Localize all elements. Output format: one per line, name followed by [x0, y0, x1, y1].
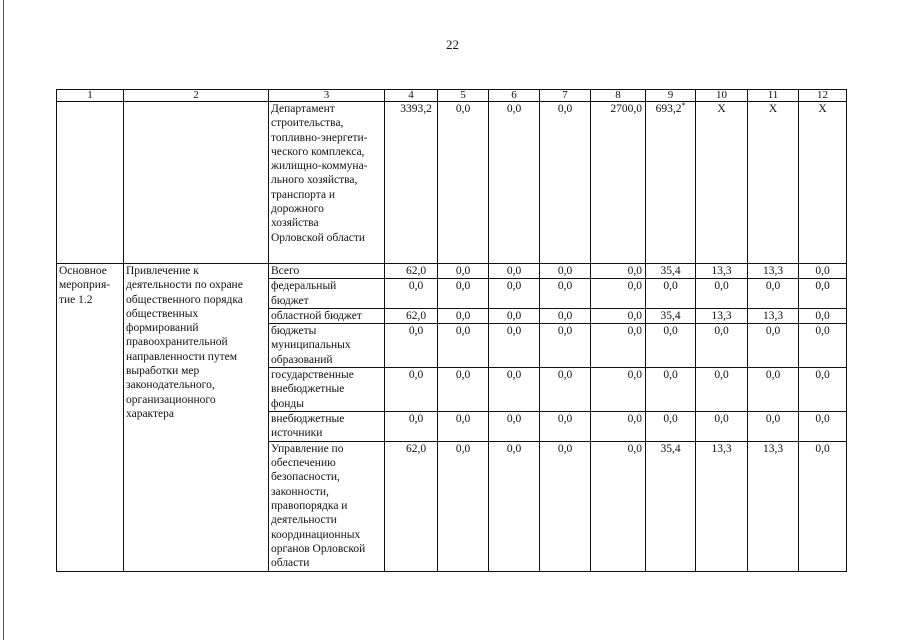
- value-cell: 0,0: [591, 279, 646, 309]
- column-number-cell: 2: [124, 90, 269, 102]
- value-cell: 0,0: [799, 324, 847, 368]
- value-cell: 13,3: [696, 308, 748, 323]
- value-cell: 0,0: [696, 324, 748, 368]
- text-line: общественных: [126, 307, 199, 320]
- value-cell: 2700,0: [591, 102, 646, 264]
- table-row: [57, 264, 847, 279]
- value-cell: 0,0: [799, 368, 847, 412]
- value-cell: 0,0: [646, 324, 696, 368]
- text-line: характера: [126, 407, 174, 420]
- text-line: формирований: [126, 322, 199, 335]
- value-cell: 0,0: [489, 308, 540, 323]
- value-cell: 0,0: [799, 264, 847, 279]
- budget-table: [56, 89, 847, 572]
- text-line: федеральный: [271, 280, 337, 293]
- text-line: выработки мер: [126, 365, 200, 378]
- text-line: внебюджетные: [271, 413, 345, 426]
- table-header: [57, 90, 847, 102]
- text-line: областной бюджет: [271, 309, 362, 322]
- value-cell: 0,0: [489, 102, 540, 264]
- text-line: правопорядка и: [271, 499, 348, 512]
- value-cell: 0,0: [540, 368, 591, 412]
- value-cell: 0,0: [591, 441, 646, 571]
- value-cell: 0,0: [646, 368, 696, 412]
- value-cell: 13,3: [696, 441, 748, 571]
- value-cell: 0,0: [646, 412, 696, 442]
- column-number-cell: 4: [385, 90, 438, 102]
- table-row: [57, 102, 847, 264]
- value-cell: 0,0: [696, 368, 748, 412]
- value-cell: 0,0: [489, 412, 540, 442]
- footnote-mark: *: [681, 101, 686, 110]
- text-line: направленности путем: [126, 350, 238, 363]
- funding-source-cell: [269, 324, 385, 368]
- text-line: тие 1.2: [59, 293, 93, 306]
- activity-name-cell: [124, 264, 269, 572]
- value-cell: Х: [799, 102, 847, 264]
- text-line: источники: [271, 427, 323, 440]
- funding-source-cell: [269, 412, 385, 442]
- column-number-cell: 7: [540, 90, 591, 102]
- column-number-cell: 3: [269, 90, 385, 102]
- value-cell: Х: [748, 102, 799, 264]
- value-cell: 35,4: [646, 441, 696, 571]
- value-cell: 62,0: [385, 308, 438, 323]
- text-line: законодательного,: [126, 379, 215, 392]
- value-cell: 0,0: [646, 279, 696, 309]
- value-cell: 0,0: [748, 368, 799, 412]
- value-cell: 0,0: [385, 412, 438, 442]
- text-line: организационного: [126, 393, 216, 406]
- text-line: образований: [271, 353, 333, 366]
- value-cell: 0,0: [748, 324, 799, 368]
- value-cell: 0,0: [748, 412, 799, 442]
- funding-source-cell: [269, 368, 385, 412]
- value-cell: 0,0: [696, 279, 748, 309]
- value-cell: 13,3: [748, 264, 799, 279]
- text-line: обеспечению: [271, 457, 336, 470]
- value-cell: 0,0: [591, 412, 646, 442]
- value-cell: 0,0: [540, 412, 591, 442]
- value-cell: 0,0: [438, 412, 489, 442]
- column-number-cell: 8: [591, 90, 646, 102]
- text-line: бюджеты: [271, 325, 317, 338]
- value-cell: 0,0: [385, 279, 438, 309]
- text-line: мероприя-: [59, 279, 111, 292]
- value-cell: 693,2*: [646, 102, 696, 264]
- funding-source-cell: [269, 264, 385, 279]
- text-line: деятельности: [271, 514, 337, 527]
- value-cell: 35,4: [646, 264, 696, 279]
- value-cell: 62,0: [385, 264, 438, 279]
- text-line: правоохранительной: [126, 336, 228, 349]
- value-cell: 0,0: [799, 308, 847, 323]
- value-cell: 0,0: [438, 264, 489, 279]
- text-line: Всего: [271, 265, 300, 277]
- text-line: области: [271, 557, 310, 570]
- funding-source-cell: [269, 441, 385, 571]
- text-line: Привлечение к: [126, 265, 199, 277]
- text-line: безопасности,: [271, 471, 340, 484]
- text-line: координационных: [271, 528, 361, 541]
- value-cell: 0,0: [438, 324, 489, 368]
- value-cell: 0,0: [489, 441, 540, 571]
- funding-source-cell: [269, 279, 385, 309]
- text-line: топливно-энергети-: [271, 131, 368, 144]
- page-number: 22: [446, 37, 459, 52]
- value-cell: 0,0: [591, 264, 646, 279]
- value-cell: 0,0: [438, 102, 489, 264]
- value-cell: 0,0: [540, 324, 591, 368]
- text-line: льного хозяйства,: [271, 174, 358, 187]
- value-cell: 0,0: [489, 368, 540, 412]
- value-cell: 0,0: [438, 308, 489, 323]
- value-cell: 0,0: [540, 441, 591, 571]
- text-line: Департамент: [271, 103, 335, 115]
- empty-cell: [124, 102, 269, 264]
- column-number-cell: 9: [646, 90, 696, 102]
- column-number-cell: 1: [57, 90, 124, 102]
- value-cell: 0,0: [591, 324, 646, 368]
- text-line: Орловской области: [271, 231, 366, 244]
- value-cell: 0,0: [748, 279, 799, 309]
- value-cell: 0,0: [540, 279, 591, 309]
- text-line: внебюджетные: [271, 383, 345, 396]
- text-line: транспорта и: [271, 188, 336, 201]
- value-cell: 0,0: [438, 279, 489, 309]
- text-line: деятельности по охране: [126, 279, 243, 292]
- value-cell: 0,0: [799, 412, 847, 442]
- value-cell: Х: [696, 102, 748, 264]
- value-cell: 0,0: [438, 368, 489, 412]
- text-line: строительства,: [271, 117, 344, 130]
- column-number-cell: 12: [799, 90, 847, 102]
- column-number-cell: 11: [748, 90, 799, 102]
- text-line: Управление по: [271, 442, 344, 455]
- text-line: законности,: [271, 485, 329, 498]
- text-line: фонды: [271, 397, 304, 410]
- text-line: государственные: [271, 369, 354, 382]
- activity-code-cell: [57, 264, 124, 572]
- value-cell: 0,0: [489, 264, 540, 279]
- value-cell: 35,4: [646, 308, 696, 323]
- value-cell: 0,0: [540, 102, 591, 264]
- value-cell: 13,3: [748, 441, 799, 571]
- value-cell: 13,3: [696, 264, 748, 279]
- value-cell: 0,0: [438, 441, 489, 571]
- value-cell: 0,0: [385, 368, 438, 412]
- column-number-cell: 6: [489, 90, 540, 102]
- value-cell: 0,0: [540, 264, 591, 279]
- text-line: общественного порядка: [126, 293, 243, 306]
- value-cell: 0,0: [489, 279, 540, 309]
- text-line: жилищно-коммуна-: [271, 160, 368, 173]
- value-cell: 0,0: [489, 324, 540, 368]
- text-line: муниципальных: [271, 339, 351, 352]
- text-line: дорожного: [271, 203, 324, 216]
- executor-cell: [269, 102, 385, 264]
- value-cell: 0,0: [799, 441, 847, 571]
- column-number-cell: 10: [696, 90, 748, 102]
- value-cell: 0,0: [799, 279, 847, 309]
- text-line: органов Орловской: [271, 542, 366, 555]
- column-number-cell: 5: [438, 90, 489, 102]
- text-line: ческого комплекса,: [271, 145, 365, 158]
- value-cell: 0,0: [385, 324, 438, 368]
- empty-cell: [57, 102, 124, 264]
- value-cell: 0,0: [696, 412, 748, 442]
- scan-left-edge: [3, 0, 4, 640]
- text-line: хозяйства: [271, 217, 319, 230]
- value-cell: 13,3: [748, 308, 799, 323]
- text-line: бюджет: [271, 294, 309, 307]
- funding-source-cell: [269, 308, 385, 323]
- value-cell: 62,0: [385, 441, 438, 571]
- text-line: Основное: [59, 265, 107, 277]
- value-cell: 3393,2: [385, 102, 438, 264]
- value-cell: 0,0: [591, 308, 646, 323]
- value-cell: 0,0: [540, 308, 591, 323]
- value-cell: 0,0: [591, 368, 646, 412]
